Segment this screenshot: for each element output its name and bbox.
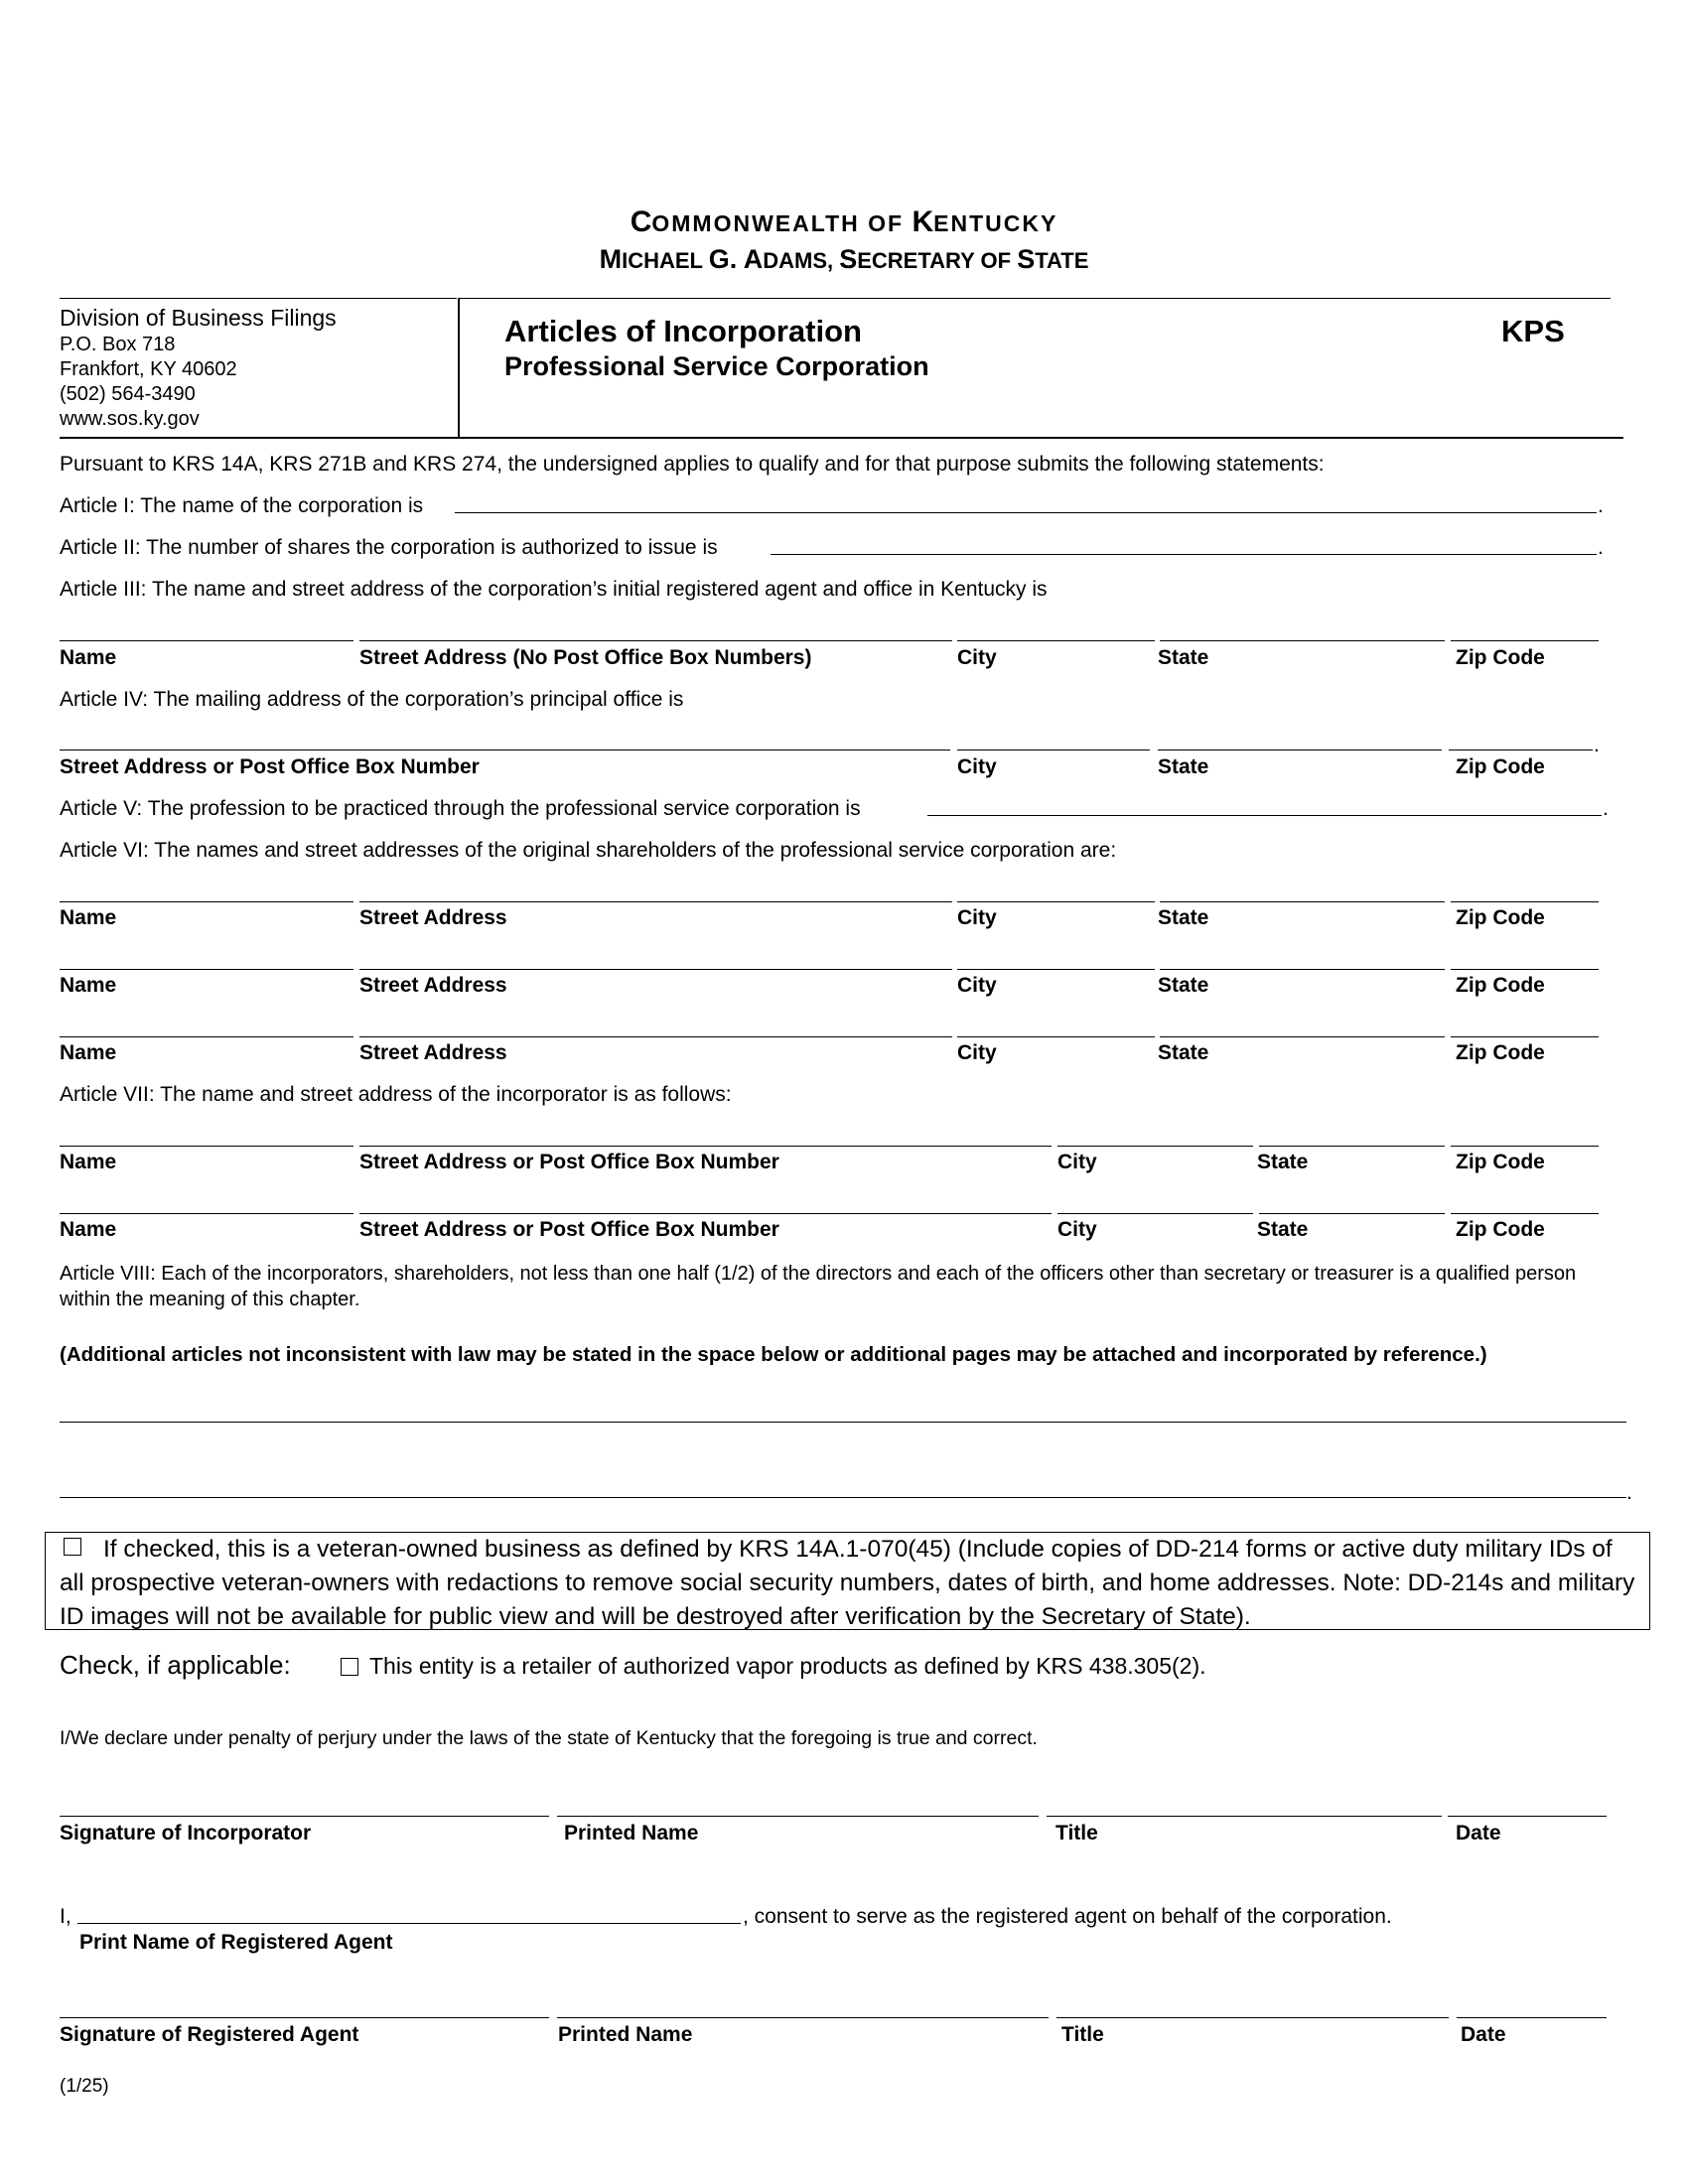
article-1-period: .: [1598, 494, 1604, 517]
shareholder-2-state-label: State: [1158, 974, 1209, 997]
incorporator-2-name-field[interactable]: [60, 1213, 353, 1214]
agent-consent-prefix: I,: [60, 1905, 71, 1928]
office-pobox: P.O. Box 718: [60, 334, 176, 355]
shareholder-2-city-label: City: [957, 974, 997, 997]
office-city: Frankfort, KY 40602: [60, 358, 237, 380]
corporation-name-field[interactable]: [455, 512, 1597, 513]
intro-text: Pursuant to KRS 14A, KRS 271B and KRS 274, the undersigned applies to qualify and for that purpose submits the following statements:: [60, 453, 1325, 476]
incorporator-2-name-label: Name: [60, 1218, 117, 1241]
mailing-state-label: State: [1158, 755, 1209, 778]
incorporator-2-state-field[interactable]: [1259, 1213, 1445, 1214]
incorporator-1-zip-field[interactable]: [1451, 1146, 1599, 1147]
office-phone: (502) 564-3490: [60, 383, 196, 405]
agent-print-name-field[interactable]: [77, 1923, 741, 1924]
agent-print-name-label: Print Name of Registered Agent: [79, 1931, 393, 1954]
veteran-text: If checked, this is a veteran-owned business as defined by KRS 14A.1-070(45) (Include copies of DD-214 forms or active duty military IDs of all prospective veteran-owners with redactions to remove social security numbers, dates of birth, and home addresses. Note: DD-214s and military ID images will not be available for public view and will be destroyed after verification by the Secretary of State).: [60, 1536, 1635, 1630]
shareholder-2-name-field[interactable]: [60, 969, 353, 970]
article-8-text: Article VIII: Each of the incorporators, shareholders, not less than one half (1/2) of the directors and each of the officers other than secretary or treasurer is a qualified person within the meaning of this chapter.: [60, 1263, 1577, 1310]
header-bottom-rule: [60, 437, 1623, 439]
article-4-period: .: [1594, 734, 1600, 756]
incorporator-date-label: Date: [1456, 1822, 1501, 1844]
declaration-text: I/We declare under penalty of perjury under the laws of the state of Kentucky that the foregoing is true and correct.: [60, 1727, 1038, 1749]
header-rule-left: [60, 298, 457, 299]
profession-field[interactable]: [927, 815, 1602, 816]
agent-date-field[interactable]: [1457, 2017, 1607, 2018]
office-website: www.sos.ky.gov: [60, 408, 200, 430]
shareholder-1-name-field[interactable]: [60, 901, 353, 902]
header-secretary: MICHAEL G. ADAMS, SECRETARY OF STATE: [599, 244, 1089, 274]
incorporator-title-field[interactable]: [1047, 1816, 1442, 1817]
shareholder-1-street-field[interactable]: [359, 901, 952, 902]
shareholder-1-zip-label: Zip Code: [1456, 906, 1545, 929]
additional-articles-line-1[interactable]: [60, 1422, 1626, 1423]
revision-date: (1/25): [60, 2076, 109, 2097]
mailing-state-field[interactable]: [1158, 750, 1442, 751]
header-rule-right: [459, 298, 1611, 299]
additional-articles-note: (Additional articles not inconsistent with law may be stated in the space below or additional pages may be attached and incorporated by reference.): [60, 1343, 1487, 1366]
form-subtitle: Professional Service Corporation: [504, 351, 929, 381]
agent-zip-label: Zip Code: [1456, 646, 1545, 669]
agent-printed-name-label: Printed Name: [558, 2023, 693, 2046]
incorporator-date-field[interactable]: [1448, 1816, 1607, 1817]
incorporator-title-label: Title: [1055, 1822, 1098, 1844]
shareholder-3-city-field[interactable]: [957, 1036, 1155, 1037]
vapor-prefix: Check, if applicable:: [60, 1650, 291, 1680]
incorporator-1-state-field[interactable]: [1259, 1146, 1445, 1147]
article-7-label: Article VII: The name and street address of the incorporator is as follows:: [60, 1083, 732, 1106]
incorporator-signature-label: Signature of Incorporator: [60, 1822, 312, 1844]
mailing-street-field[interactable]: [60, 750, 950, 751]
incorporator-1-street-field[interactable]: [359, 1146, 1052, 1147]
shareholder-2-zip-label: Zip Code: [1456, 974, 1545, 997]
shareholder-3-street-label: Street Address: [359, 1041, 507, 1064]
agent-state-field[interactable]: [1160, 640, 1445, 641]
article-1-label: Article I: The name of the corporation is: [60, 494, 424, 517]
shareholder-1-city-field[interactable]: [957, 901, 1155, 902]
shareholder-1-zip-field[interactable]: [1451, 901, 1599, 902]
header-divider: [458, 298, 460, 439]
agent-printed-name-field[interactable]: [557, 2017, 1049, 2018]
agent-city-label: City: [957, 646, 997, 669]
agent-state-label: State: [1158, 646, 1209, 669]
mailing-zip-field[interactable]: [1449, 750, 1593, 751]
article-2-label: Article II: The number of shares the corporation is authorized to issue is: [60, 536, 718, 559]
shareholder-3-city-label: City: [957, 1041, 997, 1064]
additional-articles-period: .: [1626, 1481, 1632, 1504]
agent-street-label: Street Address (No Post Office Box Numbers): [359, 646, 812, 669]
incorporator-1-city-field[interactable]: [1057, 1146, 1253, 1147]
agent-date-label: Date: [1461, 2023, 1506, 2046]
incorporator-1-name-field[interactable]: [60, 1146, 353, 1147]
shareholder-2-city-field[interactable]: [957, 969, 1155, 970]
incorporator-1-zip-label: Zip Code: [1456, 1151, 1545, 1173]
incorporator-printed-name-field[interactable]: [557, 1816, 1039, 1817]
incorporator-signature-field[interactable]: [60, 1816, 549, 1817]
agent-signature-label: Signature of Registered Agent: [60, 2023, 359, 2046]
agent-title-label: Title: [1061, 2023, 1104, 2046]
agent-city-field[interactable]: [957, 640, 1155, 641]
shareholder-3-name-field[interactable]: [60, 1036, 353, 1037]
agent-consent-suffix: , consent to serve as the registered agent on behalf of the corporation.: [743, 1905, 1392, 1928]
additional-articles-line-2[interactable]: [60, 1497, 1626, 1498]
shareholder-1-name-label: Name: [60, 906, 117, 929]
mailing-street-label: Street Address or Post Office Box Number: [60, 755, 480, 778]
article-6-label: Article VI: The names and street addresses of the original shareholders of the professional service corporation are:: [60, 839, 1117, 862]
shareholder-1-street-label: Street Address: [359, 906, 507, 929]
incorporator-1-city-label: City: [1057, 1151, 1097, 1173]
incorporator-1-name-label: Name: [60, 1151, 117, 1173]
shareholder-2-zip-field[interactable]: [1451, 969, 1599, 970]
incorporator-2-zip-field[interactable]: [1451, 1213, 1599, 1214]
article-4-label: Article IV: The mailing address of the corporation’s principal office is: [60, 688, 684, 711]
shareholder-3-zip-label: Zip Code: [1456, 1041, 1545, 1064]
shareholder-2-street-label: Street Address: [359, 974, 507, 997]
mailing-city-field[interactable]: [957, 750, 1150, 751]
office-division: Division of Business Filings: [60, 305, 337, 331]
incorporator-2-city-label: City: [1057, 1218, 1097, 1241]
incorporator-2-city-field[interactable]: [1057, 1213, 1253, 1214]
vapor-checkbox[interactable]: [341, 1658, 358, 1676]
agent-signature-field[interactable]: [60, 2017, 549, 2018]
agent-name-label: Name: [60, 646, 117, 669]
agent-title-field[interactable]: [1056, 2017, 1449, 2018]
agent-zip-field[interactable]: [1451, 640, 1599, 641]
shareholder-3-name-label: Name: [60, 1041, 117, 1064]
mailing-city-label: City: [957, 755, 997, 778]
incorporator-2-street-label: Street Address or Post Office Box Number: [359, 1218, 779, 1241]
shareholder-3-state-label: State: [1158, 1041, 1209, 1064]
header-commonwealth: COMMONWEALTH OF KENTUCKY: [630, 205, 1058, 238]
shareholder-1-state-field[interactable]: [1160, 901, 1445, 902]
shareholder-3-street-field[interactable]: [359, 1036, 952, 1037]
shares-field[interactable]: [771, 554, 1597, 555]
form-title: Articles of Incorporation: [504, 314, 862, 348]
shareholder-2-name-label: Name: [60, 974, 117, 997]
shareholder-3-state-field[interactable]: [1160, 1036, 1445, 1037]
shareholder-1-city-label: City: [957, 906, 997, 929]
incorporator-2-zip-label: Zip Code: [1456, 1218, 1545, 1241]
shareholder-2-street-field[interactable]: [359, 969, 952, 970]
shareholder-1-state-label: State: [1158, 906, 1209, 929]
vapor-text: This entity is a retailer of authorized vapor products as defined by KRS 438.305(2).: [369, 1653, 1206, 1679]
incorporator-2-state-label: State: [1257, 1218, 1309, 1241]
incorporator-1-street-label: Street Address or Post Office Box Number: [359, 1151, 779, 1173]
agent-street-field[interactable]: [359, 640, 952, 641]
mailing-zip-label: Zip Code: [1456, 755, 1545, 778]
incorporator-1-state-label: State: [1257, 1151, 1309, 1173]
form-code: KPS: [1501, 314, 1565, 348]
article-2-period: .: [1598, 536, 1604, 559]
incorporator-printed-name-label: Printed Name: [564, 1822, 699, 1844]
article-5-label: Article V: The profession to be practiced through the professional service corporation is: [60, 797, 861, 820]
shareholder-3-zip-field[interactable]: [1451, 1036, 1599, 1037]
shareholder-2-state-field[interactable]: [1160, 969, 1445, 970]
agent-name-field[interactable]: [60, 640, 353, 641]
incorporator-2-street-field[interactable]: [359, 1213, 1052, 1214]
article-3-label: Article III: The name and street address of the corporation’s initial registered agent and office in Kentucky is: [60, 578, 1048, 601]
article-5-period: .: [1603, 797, 1609, 820]
